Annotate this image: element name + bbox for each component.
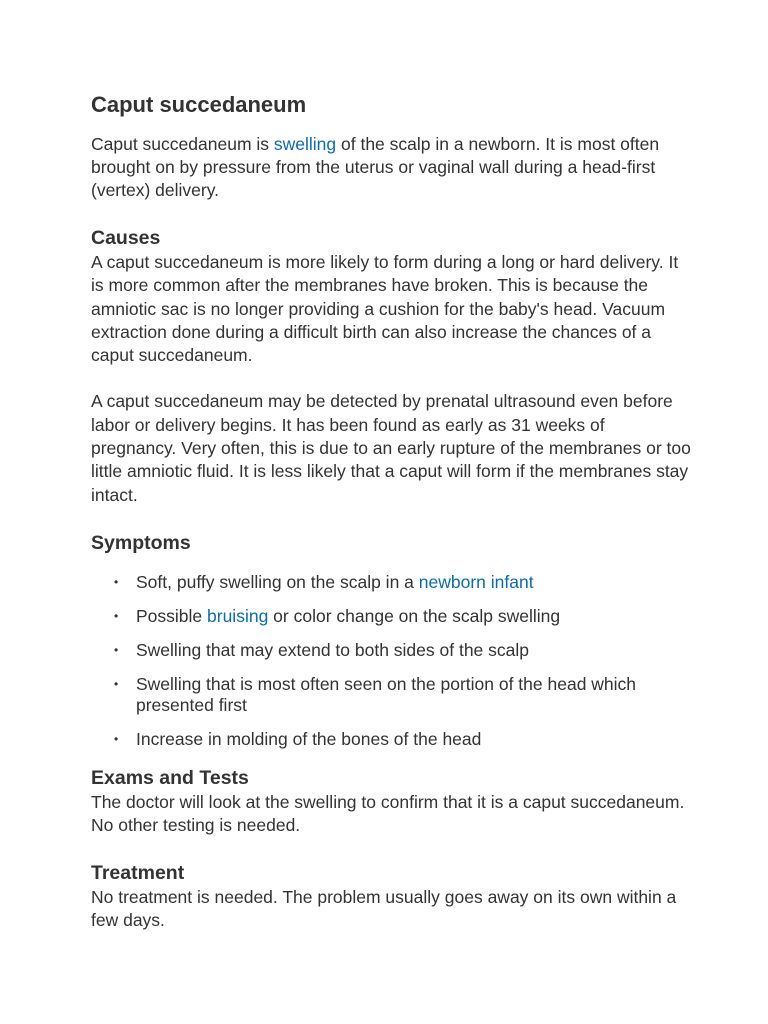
- bullet-icon: •: [114, 642, 119, 657]
- page-title: Caput succedaneum: [91, 92, 307, 117]
- exams-heading: Exams and Tests: [91, 766, 249, 789]
- article: [91, 88, 691, 932]
- bruising-link[interactable]: bruising: [207, 605, 269, 626]
- list-item-text: Swelling that may extend to both sides of the scalp: [136, 639, 530, 660]
- bullet-icon: •: [114, 608, 119, 623]
- bullet-icon: •: [114, 574, 119, 589]
- list-item: [91, 674, 691, 716]
- symptoms-heading: Symptoms: [91, 531, 191, 554]
- causes-paragraph-2: A caput succedaneum may be detected by prenatal ultrasound even before labor or delivery begins. It has been found as early as 31 weeks of pregnancy. Very often, this is due to an early rupture of the membranes or too little amniotic fluid. It is less likely that a caput will form if the membranes stay intact.: [91, 391, 691, 505]
- list-item-text: Soft, puffy swelling on the scalp in a: [136, 571, 419, 592]
- causes-heading: Causes: [91, 227, 161, 249]
- list-item-text: Increase in molding of the bones of the head: [136, 728, 482, 749]
- bullet-icon: •: [114, 676, 119, 691]
- list-item: [91, 640, 691, 661]
- list-item-text-continued: or color change on the scalp swelling: [268, 605, 561, 626]
- causes-paragraph-1: A caput succedaneum is more likely to form during a long or hard delivery. It is more common after the membranes have broken. This is because the amniotic sac is no longer providing a cushion for the baby's head. Vacuum extraction done during a difficult birth can also increase the chances of a caput succedaneum.: [91, 252, 679, 366]
- list-item-text: Swelling that is most often seen on the portion of the head which presented first: [136, 673, 637, 715]
- treatment-heading: Treatment: [91, 861, 185, 884]
- treatment-paragraph: No treatment is needed. The problem usually goes away on its own within a few days.: [91, 886, 677, 930]
- intro-text-continued: of the scalp in a newborn. It is most often brought on by pressure from the uterus or vaginal wall during a head-first (vertex) delivery.: [91, 134, 660, 200]
- list-item-text: Possible: [136, 605, 208, 626]
- newborn-infant-link[interactable]: newborn infant: [418, 571, 534, 592]
- list-item: [91, 572, 691, 593]
- swelling-link[interactable]: swelling: [273, 134, 337, 154]
- intro-text: Caput succedaneum is: [91, 134, 274, 154]
- intro-paragraph: [91, 133, 691, 202]
- exams-paragraph: The doctor will look at the swelling to confirm that it is a caput succedaneum. No other testing is needed.: [91, 791, 685, 836]
- symptoms-list: [91, 572, 691, 750]
- bullet-icon: •: [114, 731, 119, 746]
- list-item: [91, 606, 691, 627]
- list-item: [91, 729, 691, 750]
